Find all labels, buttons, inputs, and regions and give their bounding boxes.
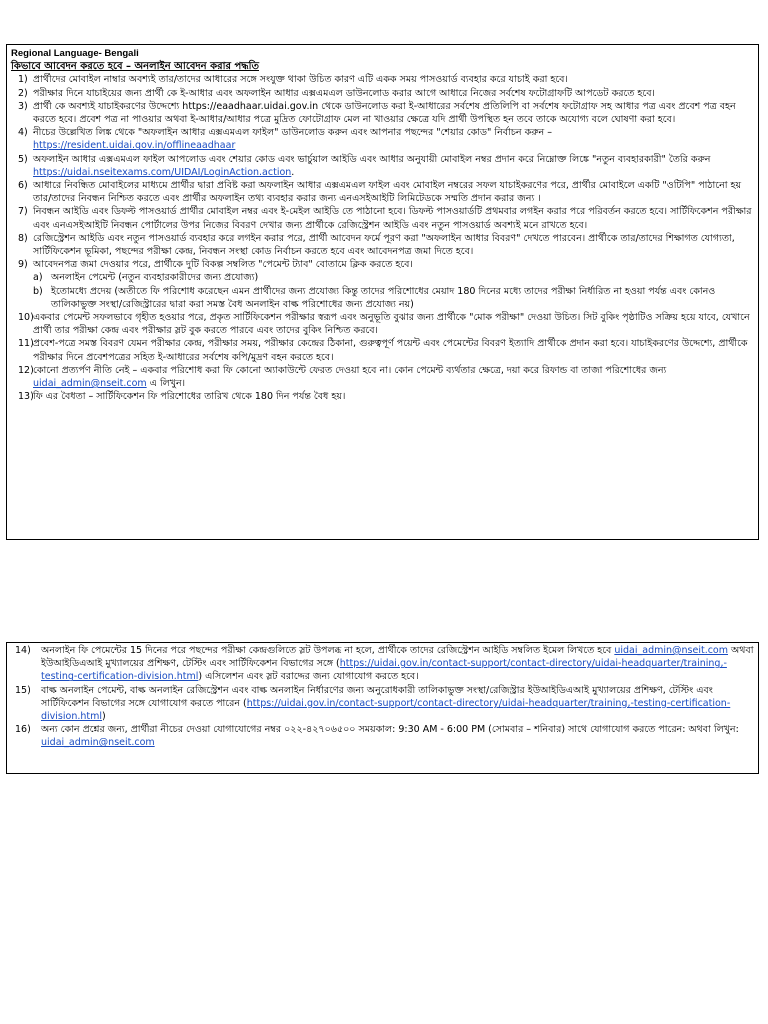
list-item [11, 390, 754, 403]
item-text: অন্য কোন প্রশ্নের জন্য, প্রার্থীরা নীচের দেওয়া যোগাযোগের নম্বর ০২২-৪২৭০৬৫০০ সময়কাল: 9:30 AM - 6:00 PM (সোমবার – শনিবার) সাথে যোগাযোগ করতে পারেন: অথবা লিখুন: [41, 724, 739, 736]
item-text: নীচের উল্লেখিত লিঙ্ক থেকে "অফলাইন আধার এক্সএমএল ফাইল" ডাউনলোড করুন এবং আপনার পছন্দের "শেয়ার কোড" নির্বাচন করুন – [33, 127, 552, 139]
item-number: 15) [15, 684, 31, 696]
section-heading [11, 60, 754, 73]
item-text: আধারে নিবন্ধিত মোবাইলের মাধ্যমে প্রার্থীর দ্বারা প্রবিষ্ট করা অফলাইন আধার এক্সএমএল ফাইল এবং মোবাইল নম্বরের সফল যাচাইকরণের পরে, প্রার্থীর মোবাইলে একটি "ওটিপি" পাঠানো হয় তার/তাদের নিবন্ধন নিশ্চিত করতে এবং প্রার্থীর অফলাইন তথ্য ব্যবহার করার জন্য এনএসইআইটি লিমিটেডকে সম্মতি প্রদান করার জন্য । [33, 180, 742, 205]
list-item [11, 258, 754, 311]
instruction-list-2 [11, 644, 754, 750]
sub-item-text: অনলাইন পেমেন্ট (নতুন ব্যবহারকারীদের জন্য প্রযোজ্য) [51, 272, 259, 284]
item-link[interactable]: https://uidai.gov.in/contact-support/contact-directory/uidai-headquarter/training,-testing-certification-division.html [41, 658, 727, 683]
item-number: 6) [18, 180, 28, 192]
item-text-after: এ লিখুন। [146, 378, 186, 390]
item-text: আবেদনপত্র জমা দেওয়ার পরে, প্রার্থীকে দুটি বিকল্প সম্বলিত "পেমেন্ট ট্যাব" বোতামে ক্লিক করতে হবে। [33, 259, 413, 271]
item-text: প্রার্থীদের মোবাইল নাম্বার অবশ্যই তার/তাদের আধারের সঙ্গে সংযুক্ত থাকা উচিত কারণ এটি একক সময় পাসওয়ার্ড ব্যবহার করে যাচাই করা হবে। [33, 74, 568, 86]
item-number: 7) [18, 206, 28, 218]
item-number: 9) [18, 259, 28, 271]
item-number: 10) [18, 312, 34, 324]
heading-tail: পদ্ধতি [234, 61, 259, 73]
item-link[interactable]: https://uidai.gov.in/contact-support/contact-directory/uidai-headquarter/training,-testing-certification-division.html [41, 697, 731, 723]
item-link[interactable]: https://resident.uidai.gov.in/offlineaadhaar [33, 140, 236, 152]
sub-list-item [33, 271, 754, 284]
item-number: 5) [18, 153, 28, 165]
item-text: নিবন্ধন আইডি এবং ডিফল্ট পাসওয়ার্ড প্রার্থীর মোবাইল নম্বর এবং ই-মেইল আইডি তে পাঠানো হবে। ডিফল্ট পাসওয়ার্ডটি প্রথমবার লগইন করার পরে পরিবর্তন করতে হবে। সার্টিফিকেশন পরীক্ষার এবং এনএসইআইটি নিবন্ধন পোর্টালের উপর নিজের বিবরণ দেখার জন্য প্রার্থীকে রেজিস্ট্রেশন আইডি এবং নতুন পাসওয়ার্ড অবশ্যই মনে রাখতে হবে। [33, 206, 752, 231]
list-item [11, 100, 754, 126]
item-text: কোনো প্রত্যর্পণ নীতি নেই – একবার পরিশোধ করা ফি কোনো অ্যাকাউন্টে ফেরত দেওয়া হবে না। কোন পেমেন্ট ব্যর্থতার ক্ষেত্রে, দয়া করে রিফান্ড বা তাজা পরিশোধের জন্য [33, 364, 667, 376]
item-text: অফলাইন আধার এক্সএমএল ফাইল আপলোড এবং শেয়ার কোড এবং ভার্চুয়াল আইডি এবং আধার অনুযায়ী মোবাইল নম্বর প্রদান করে নিম্নোক্ত লিঙ্কে "নতুন ব্যবহারকারী" তৈরি করুন [33, 153, 711, 165]
item-number: 8) [18, 232, 28, 244]
list-item [11, 153, 754, 179]
item-number: 1) [18, 74, 28, 86]
list-item [11, 684, 754, 724]
instructions-box-1 [6, 44, 759, 540]
list-item [11, 364, 754, 390]
sub-item-number: a) [33, 272, 43, 284]
item-number: 2) [18, 87, 28, 99]
sub-list-item [33, 285, 754, 311]
instruction-list-1 [11, 73, 754, 403]
item-text: ) [102, 711, 106, 723]
item-text: অনলাইন ফি পেমেন্টের 15 দিনের পরে পছন্দের পরীক্ষা কেন্দ্রগুলিতে স্লট উপলব্ধ না হলে, প্রার্থীকে তাদের রেজিস্ট্রেশন আইডি সম্বলিত ইমেল লিখতে হবে [41, 645, 615, 656]
list-item [11, 205, 754, 231]
item-link[interactable]: uidai_admin@nseit.com [614, 645, 729, 656]
item-text: একবার পেমেন্ট সফলভাবে গৃহীত হওয়ার পরে, প্রকৃত সার্টিফিকেশন পরীক্ষার স্বরূপ এবং অনুভূতি বুঝার জন্য প্রার্থীকে "মোক পরীক্ষা" দেওয়া উচিত। সিট বুকিং পৃষ্ঠাটিও সক্রিয় হয়ে যাবে, যেখানে প্রার্থী তার পরীক্ষা কেন্দ্র এবং পরীক্ষার স্লট বুক করতে পারবে এবং তাদের বুকিং নিশ্চিত করবে। [33, 312, 750, 337]
item-text: ফি এর বৈধতা – সার্টিফিকেশন ফি পরিশোধের তারিখ থেকে 180 দিন পর্যন্ত বৈধ হয়। [33, 391, 346, 403]
list-item [11, 337, 754, 363]
item-number: 3) [18, 100, 28, 112]
sub-list [33, 271, 754, 311]
list-item [11, 232, 754, 258]
item-number: 14) [15, 645, 31, 656]
sub-item-number: b) [33, 285, 43, 297]
item-text-after: . [291, 166, 295, 178]
item-text: প্রার্থী কে অবশ্যই যাচাইকরণের উদ্দেশ্যে https://eaadhaar.uidai.gov.in থেকে ডাউনলোড করা ই-আধারের সর্বশেষ প্রতিলিপি বা সর্বশেষ ফটোগ্রাফ সহ আধার পত্র এবং প্রবেশ পত্র বহন করতে হবে। প্রবেশ পত্র না পাওয়ার অথবা ই-আধার/আধার পত্রে মুদ্রিত ফোটোগ্রাফ মেল না খাওয়ার ক্ষেত্রে যদি প্রার্থী উপস্থিত হন তবে তাকে অযোগ্য বলে ঘোষণা করা হবে। [33, 100, 736, 126]
list-item [11, 126, 754, 152]
item-number: 4) [18, 127, 28, 139]
list-item [11, 644, 754, 684]
item-link[interactable]: uidai_admin@nseit.com [33, 378, 147, 390]
item-number: 16) [15, 724, 31, 736]
regional-language-label: Regional Language- Bengali [11, 48, 139, 59]
list-item [11, 179, 754, 205]
item-number: 11) [18, 338, 34, 350]
item-text: বাল্ক অনলাইন পেমেন্ট, বাল্ক অনলাইন রেজিস্ট্রেশন এবং বাল্ক অনলাইন নির্ধারণের জন্য অনুরোধকারী তালিকাভুক্ত সংস্থা/রেজিস্ট্রার ইউআইডিএআই মুখ্যালয়ের প্রশিক্ষণ, টেস্টিং এবং সার্টিফিকেশন বিভাগের সঙ্গে যোগাযোগ করতে পারেন ( [41, 684, 713, 709]
item-text: রেজিস্ট্রেশন আইডি এবং নতুন পাসওয়ার্ড ব্যবহার করে লগইন করার পরে, প্রার্থী আবেদন ফর্মে পূরণ করা "অফলাইন আধার বিবরণ" দেখতে পারবেন। প্রার্থীকে তার/তাদের শিক্ষাগত যোগ্যতা, সার্টিফিকেশন ভূমিকা, পছন্দের পরীক্ষা কেন্দ্র, নিবন্ধন সংস্থা কোড নির্বাচন করতে হবে এবং আবেদনপত্র জমা দিতে হবে। [33, 232, 735, 258]
list-item [11, 73, 754, 86]
item-text: অথবা ইউআইডিএআই মুখ্যালয়ের প্রশিক্ষণ, টেস্টিং এবং সার্টিফিকেশন বিভাগের সঙ্গে ( [41, 645, 754, 670]
item-text: ) এসিলেশন এবং স্লট বরাদ্দের জন্য যোগাযোগ করতে হবে। [198, 671, 419, 683]
sub-item-text: ইতোমধ্যে প্রদেয় (অতীতে ফি পরিশোধ করেছেন এমন প্রার্থীদের জন্য প্রযোজ্য কিন্তু তাদের পরিশোধের মেয়াদ 180 দিনের মধ্যে তাদের পরীক্ষা নির্ধারিত না হওয়া পর্যন্ত এবং কোনও তালিকাভুক্ত সংস্থা/রেজিস্ট্রারের দ্বারা করা সমস্ত বৈধ অনলাইন বাল্ক পরিশোধের জন্য প্রযোজ্য নয়) [51, 285, 716, 310]
item-text: পরীক্ষার দিনে যাচাইয়ের জন্য প্রার্থী কে ই-আধার এবং অফলাইন আধার এক্সএমএল ডাউনলোড করার আগে আধারে নিজের সর্বশেষ ফটোগ্রাফটি আপডেট করতে হবে। [33, 87, 655, 99]
item-link[interactable]: https://uidai.nseitexams.com/UIDAI/LoginAction.action [33, 166, 292, 178]
list-item [11, 723, 754, 749]
item-number: 13) [18, 391, 34, 403]
instructions-box-2 [6, 642, 759, 774]
list-item [11, 311, 754, 337]
item-text: প্রবেশ-পত্রে সমস্ত বিবরণ যেমন পরীক্ষার কেন্দ্র, পরীক্ষার সময়, পরীক্ষার কেন্দ্রের ঠিকানা, গুরুত্বপূর্ণ পয়েন্ট এবং পেমেন্টের বিবরণ ইত্যাদি প্রার্থীকে প্রদান করা হবে। যাচাইকরণের উদ্দেশ্যে, প্রার্থীকে পরীক্ষার দিনে প্রবেশপত্রের সহিত ই-আধারের সর্বশেষ কপি/মুদ্রণ বহন করতে হবে। [33, 338, 748, 363]
item-link[interactable]: uidai_admin@nseit.com [41, 737, 155, 749]
list-item [11, 87, 754, 100]
item-number: 12) [18, 364, 34, 376]
heading-main: কিভাবে আবেদন করতে হবে – অনলাইন আবেদন করার [11, 61, 235, 73]
